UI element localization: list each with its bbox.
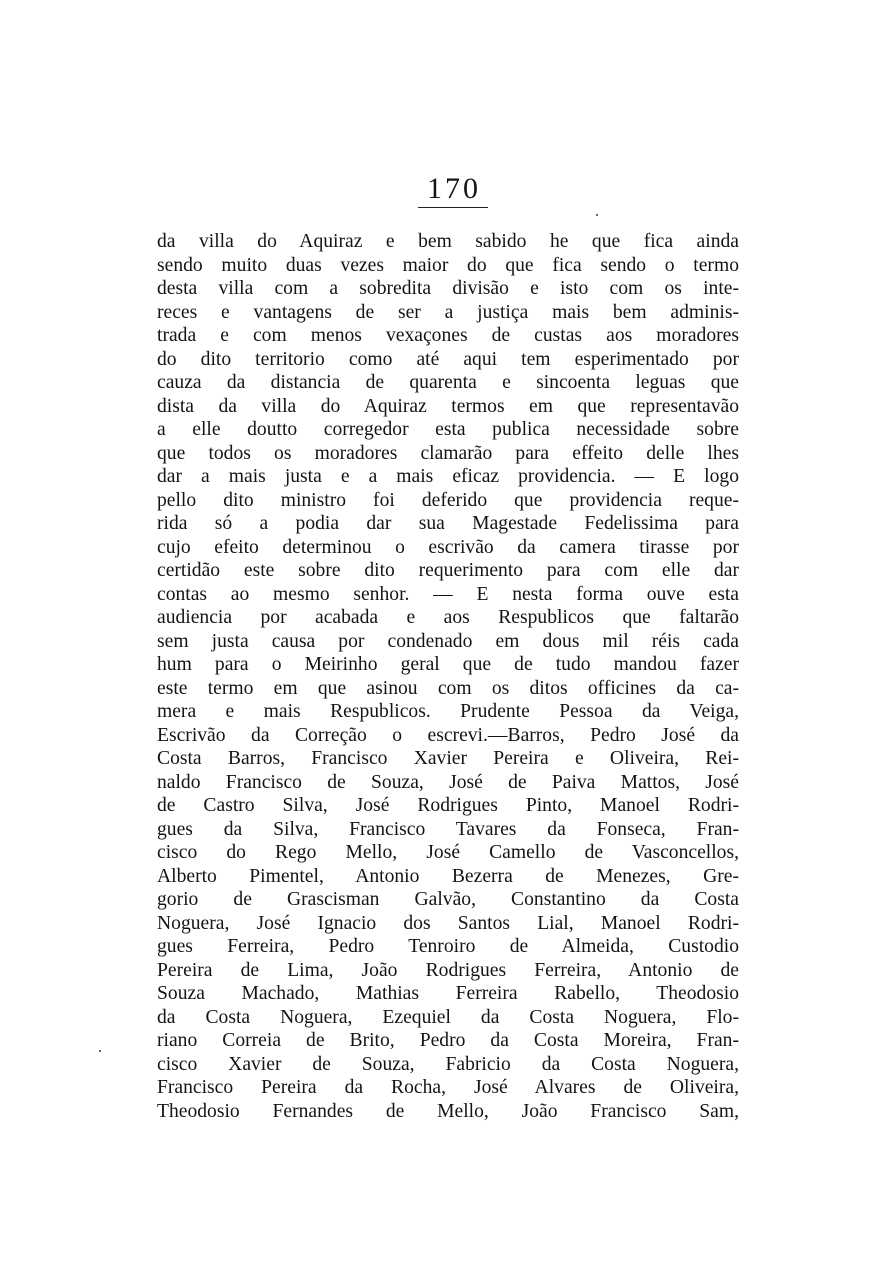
text-line: a elle doutto corregedor esta publica necessidade sobre [157,419,739,440]
text-line: desta villa com a sobredita divisão e isto com os inte- [157,278,739,299]
body-text [157,230,739,1123]
text-line: pello dito ministro foi deferido que providencia reque- [157,489,739,511]
text-line: rida só a podia dar sua Magestade Fedelissima para [157,513,739,534]
text-line: Francisco Pereira da Rocha, José Alvares de Oliveira, [157,1077,739,1098]
page-number: 170 [427,172,481,205]
text-line: cisco do Rego Mello, José Camello de Vasconcellos, [157,842,739,863]
text-line: Noguera, José Ignacio dos Santos Lial, Manoel Rodri- [157,912,739,934]
text-line: dar a mais justa e a mais eficaz providencia. — E logo [157,466,739,487]
text-line: da villa do Aquiraz e bem sabido he que fica ainda [157,231,739,252]
text-line: Costa Barros, Francisco Xavier Pereira e Oliveira, Rei- [157,748,739,769]
text-line: contas ao mesmo senhor. — E nesta forma ouve esta [157,583,739,605]
text-line: gues Ferreira, Pedro Tenroiro de Almeida, Custodio [157,936,739,957]
text-line: este termo em que asinou com os ditos officines da ca- [157,677,739,699]
text-line: audiencia por acabada e aos Respublicos que faltarão [157,607,739,628]
print-speck [99,1050,101,1052]
text-line: hum para o Meirinho geral que de tudo mandou fazer [157,654,739,675]
text-line: riano Correia de Brito, Pedro da Costa Moreira, Fran- [157,1030,739,1051]
text-line: dista da villa do Aquiraz termos em que representavão [157,395,739,417]
print-speck [596,214,598,216]
text-line: sendo muito duas vezes maior do que fica sendo o termo [157,254,739,276]
text-line: certidão este sobre dito requerimento para com elle dar [157,560,739,581]
text-line: cujo efeito determinou o escrivão da camera tirasse por [157,536,739,558]
text-line: sem justa causa por condenado em dous mil réis cada [157,630,739,652]
header-rule [418,207,488,208]
text-line: cisco Xavier de Souza, Fabricio da Costa Noguera, [157,1053,739,1075]
text-line: do dito territorio como até aqui tem esperimentado por [157,348,739,370]
text-line: Alberto Pimentel, Antonio Bezerra de Menezes, Gre- [157,865,739,887]
text-line: Escrivão da Correção o escrevi.—Barros, Pedro José da [157,724,739,746]
text-line: reces e vantagens de ser a justiça mais bem adminis- [157,301,739,323]
text-line: Pereira de Lima, João Rodrigues Ferreira, Antonio de [157,959,739,981]
text-line: Souza Machado, Mathias Ferreira Rabello, Theodosio [157,983,739,1004]
text-line: que todos os moradores clamarão para effeito delle lhes [157,442,739,464]
text-line: de Castro Silva, José Rodrigues Pinto, Manoel Rodri- [157,795,739,816]
text-line: da Costa Noguera, Ezequiel da Costa Noguera, Flo- [157,1006,739,1028]
text-line: gorio de Grascisman Galvão, Constantino da Costa [157,889,739,910]
text-line: naldo Francisco de Souza, José de Paiva Mattos, José [157,771,739,793]
text-line: gues da Silva, Francisco Tavares da Fonseca, Fran- [157,818,739,840]
text-line: mera e mais Respublicos. Prudente Pessoa da Veiga, [157,701,739,722]
text-line: cauza da distancia de quarenta e sincoenta leguas que [157,372,739,393]
text-line: trada e com menos vexaçones de custas aos moradores [157,325,739,346]
text-line: Theodosio Fernandes de Mello, João Francisco Sam, [157,1100,739,1122]
